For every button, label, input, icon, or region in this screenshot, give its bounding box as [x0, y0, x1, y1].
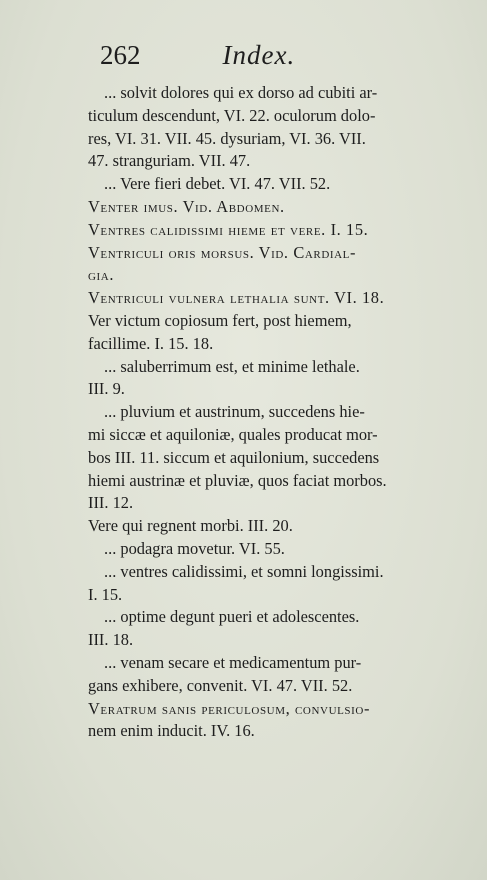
index-line: III. 12.: [88, 493, 134, 513]
index-line: ticulum descendunt, VI. 22. oculorum dolo-: [88, 105, 376, 125]
index-line: Ver victum copiosum fert, post hiemem,: [88, 310, 352, 330]
index-line: ... saluberrimum est, et minime lethale.: [104, 356, 360, 376]
index-line: res, VI. 31. VII. 45. dysuriam, VI. 36. VII.: [88, 128, 366, 148]
index-line: gia.: [88, 265, 115, 285]
index-entries: [88, 82, 460, 743]
page-number: 262: [100, 40, 141, 70]
index-line: gans exhibere, convenit. VI. 47. VII. 52.: [88, 675, 353, 695]
index-line: ... ventres calidissimi, et somni longissimi.: [104, 561, 384, 581]
index-line: bos III. 11. siccum et aquilonium, succedens: [88, 447, 380, 467]
index-line: ... pluvium et austrinum, succedens hie-: [104, 402, 365, 422]
page-header: [100, 40, 295, 71]
index-line: ... solvit dolores qui ex dorso ad cubiti ar-: [104, 83, 378, 102]
index-line: 47. stranguriam. VII. 47.: [88, 151, 251, 171]
index-line: Venter imus. Vid. Abdomen.: [88, 196, 285, 216]
index-line: ... optime degunt pueri et adolescentes.: [104, 607, 360, 627]
index-line: hiemi austrinæ et pluviæ, quos faciat morbos.: [88, 470, 387, 490]
index-line: III. 9.: [88, 379, 125, 399]
index-line: Ventriculi vulnera lethalia sunt. VI. 18.: [88, 288, 385, 308]
index-line: III. 18.: [88, 630, 134, 650]
index-line: Veratrum sanis periculosum, convulsio-: [88, 698, 371, 718]
index-line: ... Vere fieri debet. VI. 47. VII. 52.: [104, 174, 331, 194]
index-line: Ventres calidissimi hieme et vere. I. 15.: [88, 219, 369, 239]
index-line: Ventriculi oris morsus. Vid. Cardial-: [88, 242, 357, 262]
index-line: facillime. I. 15. 18.: [88, 333, 214, 353]
index-line: nem enim inducit. IV. 16.: [88, 721, 255, 741]
index-line: mi siccæ et aquiloniæ, quales producat mor-: [88, 424, 378, 444]
index-line: ... podagra movetur. VI. 55.: [104, 538, 285, 558]
index-line: I. 15.: [88, 584, 123, 604]
running-title: Index.: [222, 40, 296, 70]
index-line: ... venam secare et medicamentum pur-: [104, 652, 362, 672]
index-line: Vere qui regnent morbi. III. 20.: [88, 516, 293, 536]
